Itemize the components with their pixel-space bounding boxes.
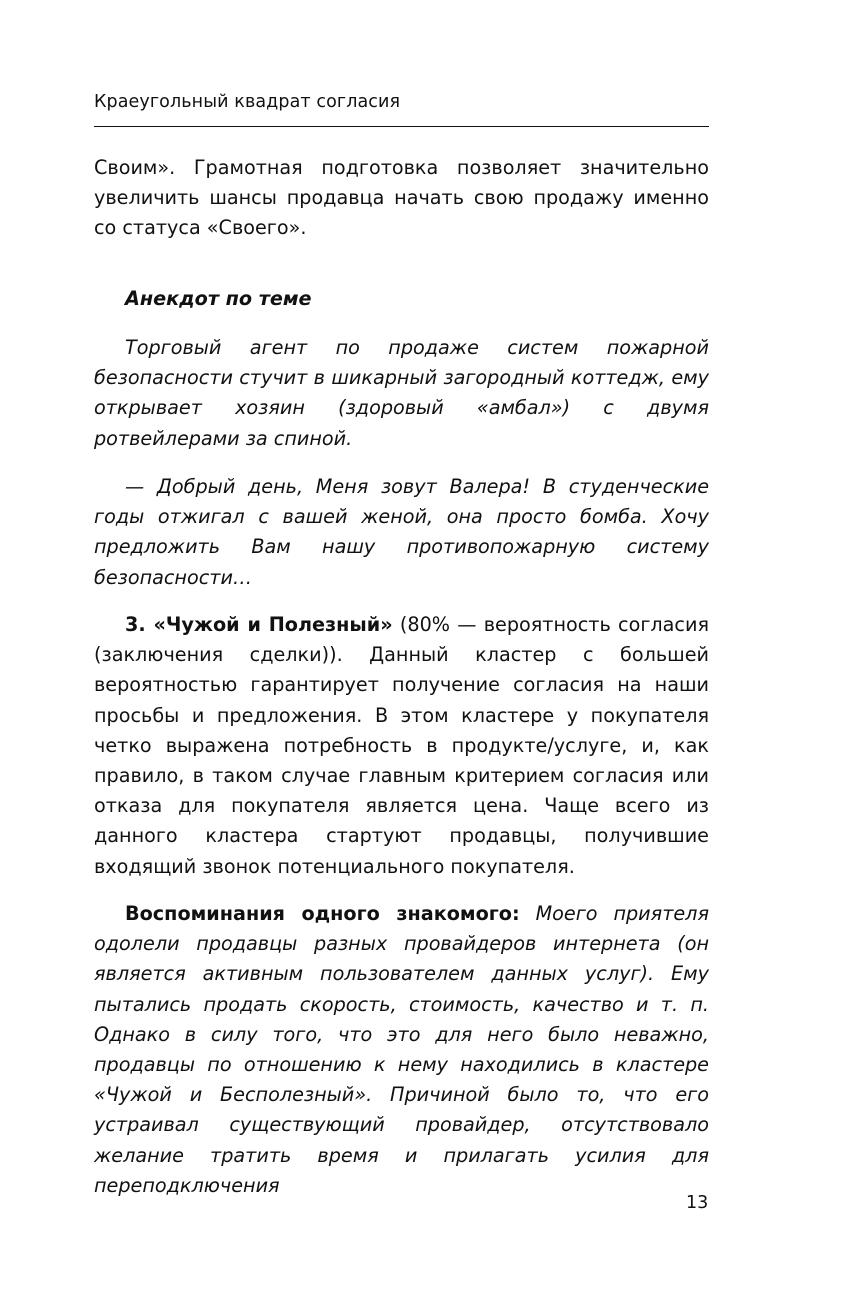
page-number: 13 [686,1193,709,1213]
anecdote-heading: Анекдот по теме [125,287,312,310]
memories-heading: Воспоминания одного знакомого: [125,902,520,925]
cluster-text: (80% — вероятность согласия (заключения сделки)). Данный кластер с большей вероятностью гарантирует получение согласия на наши просьбы и предложения. В этом кластере у покупателя четко выражена потребность в продукте/услуге, и, как правило, в таком случае главным критерием согласия или отказа для покупателя является цена. Чаще всего из данного кластера стартуют продавцы, получившие входящий звонок потенциального покупателя. [94,613,709,878]
anecdote-paragraph-2: — Добрый день, Меня зовут Валера! В студенческие годы отжигал с вашей женой, она просто бомба. Хочу предложить Вам нашу противопожарную систему безопасности… [94,475,709,589]
cluster-heading: 3. «Чужой и Полезный» [125,613,393,636]
paragraph-continuation: Своим». Грамотная подготовка позволяет значительно увеличить шансы продавца начать свою продажу именно со статуса «Своего». [94,156,709,240]
header-divider [94,126,709,127]
running-header: Краеугольный квадрат согласия [94,92,401,112]
cluster-paragraph [94,610,709,882]
memories-paragraph [94,899,709,1201]
memories-text: Моего приятеля одолели продавцы разных провайдеров интернета (он является активным пользователем данных услуг). Ему пытались продать скорость, стоимость, качество и т. п. Однако в силу того, что это для него было неважно, продавцы по отношению к нему находились в кластере «Чужой и Бесполезный». Причиной было то, что его устраивал существующий провайдер, отсутствовало желание тратить время и прилагать усилия для переподключения [94,902,709,1197]
anecdote-paragraph-1: Торговый агент по продаже систем пожарной безопасности стучит в шикарный загородный коттедж, ему открывает хозяин (здоровый «амбал») с двумя ротвейлерами за спиной. [94,336,709,450]
